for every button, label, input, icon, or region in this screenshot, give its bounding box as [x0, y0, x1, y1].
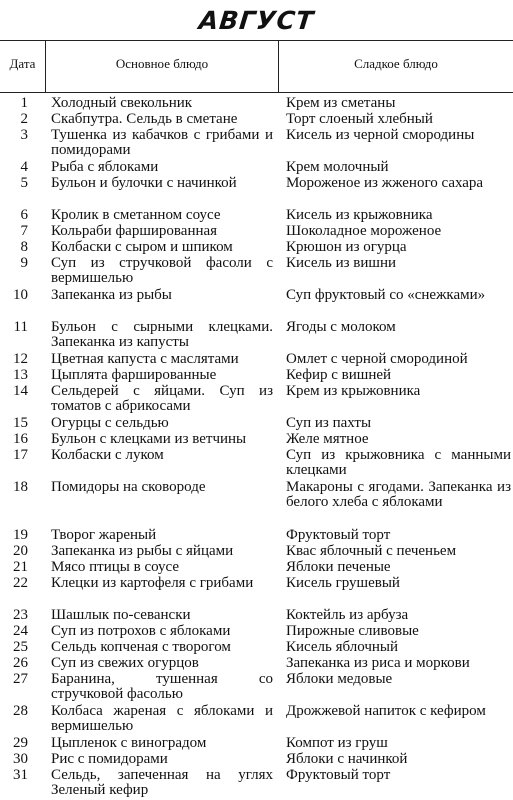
row-main-dish: Сельдь, запеченная на углях Зеленый кефир — [51, 767, 273, 799]
row-date: 1 — [20, 95, 28, 111]
header-sweet-dish: Сладкое блюдо — [354, 56, 438, 71]
row-sweet-dish: Запеканка из риса и моркови — [286, 655, 470, 671]
row-date: 12 — [13, 351, 28, 367]
row-sweet-dish: Коктейль из арбуза — [286, 607, 409, 623]
row-main-dish: Колбаса жареная с яблоками и вермишелью — [51, 703, 273, 735]
row-sweet-dish: Суп из крыжовника с манными клецками — [286, 447, 511, 479]
row-date: 11 — [13, 319, 28, 335]
row-date: 26 — [13, 655, 28, 671]
row-sweet-dish: Дрожжевой напиток с кефиром — [286, 703, 486, 719]
row-date: 3 — [20, 127, 28, 143]
row-date: 20 — [13, 543, 28, 559]
row-sweet-dish: Мороженое из жженого сахара — [286, 175, 484, 191]
page-title: АВГУСТ — [197, 6, 316, 35]
row-sweet-dish: Кисель из крыжовника — [286, 207, 433, 223]
row-sweet-dish: Крем из крыжовника — [286, 383, 421, 399]
row-sweet-dish: Фруктовый торт — [286, 767, 391, 783]
row-sweet-dish: Кисель грушевый — [286, 575, 400, 591]
row-date: 9 — [20, 255, 28, 271]
row-sweet-dish: Кисель яблочный — [286, 639, 399, 655]
row-main-dish: Тушенка из кабачков с грибами и помидорами — [51, 127, 273, 159]
header-bottom-rule — [0, 92, 513, 93]
row-date: 5 — [20, 175, 28, 191]
row-main-dish: Запеканка из рыбы — [51, 287, 172, 303]
row-date: 15 — [13, 415, 28, 431]
row-date: 24 — [13, 623, 28, 639]
row-date: 4 — [20, 159, 28, 175]
row-main-dish: Холодный свекольник — [51, 95, 193, 111]
row-date: 31 — [13, 767, 28, 783]
row-date: 7 — [20, 223, 28, 239]
row-date: 13 — [13, 367, 28, 383]
row-main-dish: Кролик в сметанном соусе — [51, 207, 221, 223]
row-sweet-dish: Фруктовый торт — [286, 527, 391, 543]
row-date: 22 — [13, 575, 28, 591]
row-sweet-dish: Крем молочный — [286, 159, 389, 175]
row-date: 23 — [13, 607, 28, 623]
row-date: 28 — [13, 703, 28, 719]
row-main-dish: Суп из стручковой фасоли с вермишелью — [51, 255, 273, 287]
row-sweet-dish: Омлет с черной смородиной — [286, 351, 468, 367]
row-date: 16 — [13, 431, 28, 447]
row-sweet-dish: Яблоки медовые — [286, 671, 393, 687]
row-sweet-dish: Ягоды с молоком — [286, 319, 396, 335]
row-main-dish: Цветная капуста с маслятами — [51, 351, 239, 367]
row-date: 21 — [13, 559, 28, 575]
row-main-dish: Колбаски с сыром и шпиком — [51, 239, 233, 255]
row-sweet-dish: Торт слоеный хлебный — [286, 111, 433, 127]
row-date: 29 — [13, 735, 28, 751]
header-date: Дата — [9, 56, 36, 71]
header-main-dish: Основное блюдо — [115, 56, 209, 71]
row-date: 25 — [13, 639, 28, 655]
row-sweet-dish: Суп фруктовый со «снежками» — [286, 287, 486, 303]
row-main-dish: Скабпутра. Сельдь в сметане — [51, 111, 238, 127]
row-sweet-dish: Яблоки печеные — [286, 559, 391, 575]
row-date: 27 — [13, 671, 28, 687]
row-main-dish: Цыплята фаршированные — [51, 367, 217, 383]
row-date: 19 — [13, 527, 28, 543]
row-main-dish: Клецки из картофеля с грибами — [51, 575, 254, 591]
row-sweet-dish: Кефир с вишней — [286, 367, 392, 383]
row-date: 18 — [13, 479, 28, 495]
row-date: 14 — [13, 383, 28, 399]
row-sweet-dish: Компот из груш — [286, 735, 388, 751]
row-main-dish: Бульон и булочки с начинкой — [51, 175, 237, 191]
row-date: 17 — [13, 447, 28, 463]
row-date: 2 — [20, 111, 28, 127]
row-main-dish: Сельдь копченая с творогом — [51, 639, 231, 655]
row-date: 8 — [20, 239, 28, 255]
row-main-dish: Рыба с яблоками — [51, 159, 159, 175]
row-sweet-dish: Кисель из вишни — [286, 255, 397, 271]
row-sweet-dish: Крем из сметаны — [286, 95, 396, 111]
row-date: 6 — [20, 207, 28, 223]
row-sweet-dish: Пирожные сливовые — [286, 623, 419, 639]
row-main-dish: Кольраби фаршированная — [51, 223, 218, 239]
row-main-dish: Мясо птицы в соусе — [51, 559, 180, 575]
row-main-dish: Баранина, тушенная со стручковой фасолью — [51, 671, 273, 703]
row-sweet-dish: Кисель из черной смородины — [286, 127, 475, 143]
row-main-dish: Цыпленок с виноградом — [51, 735, 207, 751]
row-main-dish: Бульон с клецками из ветчины — [51, 431, 247, 447]
row-main-dish: Бульон с сырными клецками. Запеканка из капусты — [51, 319, 273, 351]
row-main-dish: Суп из потрохов с яблоками — [51, 623, 231, 639]
row-sweet-dish: Суп из пахты — [286, 415, 372, 431]
row-main-dish: Запеканка из рыбы с яйцами — [51, 543, 234, 559]
row-main-dish: Шашлык по-севански — [51, 607, 191, 623]
row-sweet-dish: Квас яблочный с печеньем — [286, 543, 457, 559]
row-sweet-dish: Желе мятное — [286, 431, 369, 447]
row-sweet-dish: Крюшон из огурца — [286, 239, 407, 255]
row-main-dish: Помидоры на сковороде — [51, 479, 206, 495]
row-main-dish: Сельдерей с яйцами. Суп из томатов с абрикосами — [51, 383, 273, 415]
row-sweet-dish: Шоколадное мороженое — [286, 223, 442, 239]
row-main-dish: Колбаски с луком — [51, 447, 164, 463]
row-date: 10 — [13, 287, 28, 303]
row-sweet-dish: Макароны с ягодами. Запеканка из белого хлеба с яблоками — [286, 479, 511, 511]
row-main-dish: Творог жареный — [51, 527, 157, 543]
row-sweet-dish: Яблоки с начинкой — [286, 751, 408, 767]
row-main-dish: Суп из свежих огурцов — [51, 655, 199, 671]
row-date: 30 — [13, 751, 28, 767]
row-main-dish: Рис с помидорами — [51, 751, 168, 767]
table-top-rule — [0, 40, 513, 41]
row-main-dish: Огурцы с сельдью — [51, 415, 169, 431]
